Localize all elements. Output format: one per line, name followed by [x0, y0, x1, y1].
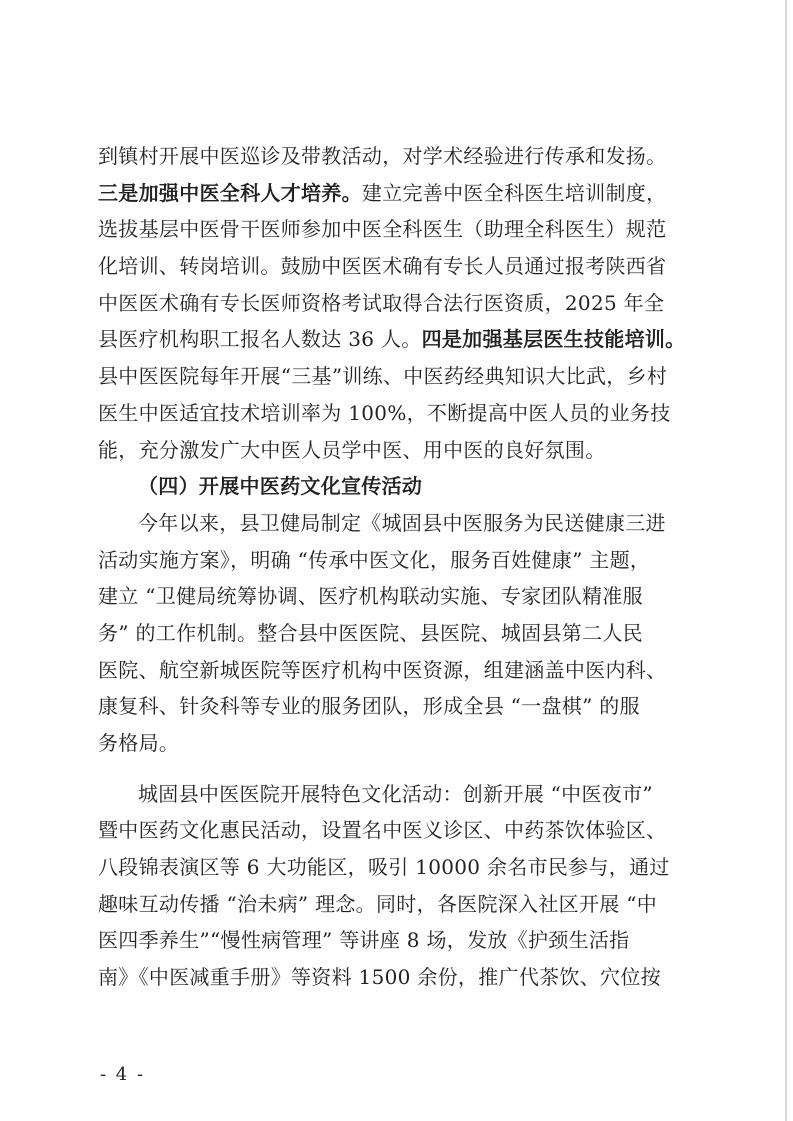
- text-line: 暨中医药文化惠民活动，设置名中医义诊区、中药茶饮体验区、: [98, 818, 667, 843]
- text-line: 到镇村开展中医巡诊及带教活动，对学术经验进行传承和发扬。: [98, 144, 667, 168]
- text-line: [98, 321, 690, 358]
- text-segment: 县医疗机构职工报名人数达 36 人。: [98, 327, 422, 352]
- section-heading: （四）开展中医药文化宣传活动: [138, 474, 423, 499]
- text-segment: 建立完善中医全科医生培训制度，: [361, 180, 667, 205]
- paragraph-talent-training: [98, 138, 690, 468]
- text-line: 务格局。: [98, 731, 180, 755]
- text-line: 八段锦表演区等 6 大功能区，吸引 10000 余名市民参与，通过: [98, 855, 670, 880]
- text-line: 医院、航空新城医院等医疗机构中医资源，组建涵盖中医内科、: [98, 657, 667, 682]
- text-line: 城固县中医医院开展特色文化活动：创新开展 “中医夜市”: [138, 781, 653, 806]
- text-line: 中医医术确有专长医师资格考试取得合法行医资质，2025 年全: [98, 290, 665, 315]
- text-line: 活动实施方案》，明确 “传承中医文化，服务百姓健康” 主题，: [98, 547, 651, 572]
- text-line: 医生中医适宜技术培训率为 100%，不断提高中医人员的业务技: [98, 400, 671, 425]
- text-line: [98, 175, 690, 212]
- page-edge-line: [785, 0, 787, 1121]
- text-line: 今年以来，县卫健局制定《城固县中医服务为民送健康三进: [138, 510, 666, 535]
- bold-point-four: 四是加强基层医生技能培训。: [421, 327, 686, 352]
- text-line: 县中医医院每年开展“三基”训练、中医药经典知识大比武，乡村: [98, 364, 668, 389]
- text-line: 建立 “卫健局统筹协调、医疗机构联动实施、专家团队精准服: [98, 584, 643, 609]
- paragraph-gap: [98, 762, 690, 776]
- text-line: 趣味互动传播 “治未病” 理念。同时，各医院深入社区开展 “中: [98, 891, 658, 916]
- text-line: 务” 的工作机制。整合县中医医院、县医院、城固县第二人民: [98, 620, 643, 645]
- page-number: - 4 -: [100, 1064, 146, 1085]
- text-line: 医四季养生”“慢性病管理” 等讲座 8 场，发放《护颈生活指: [98, 928, 630, 953]
- text-line: 化培训、转岗培训。鼓励中医医术确有专长人员通过报考陕西省: [98, 254, 667, 279]
- document-body: [98, 138, 690, 996]
- text-line: 能，充分激发广大中医人员学中医、用中医的良好氛围。: [98, 437, 606, 462]
- text-line: 南》《中医减重手册》等资料 1500 余份，推广代茶饮、穴位按: [98, 965, 661, 990]
- paragraph-cultural-activities: [98, 776, 690, 996]
- paragraph-culture-promotion: [98, 505, 690, 762]
- text-line: 康复科、针灸科等专业的服务团队，形成全县 “一盘棋” 的服: [98, 694, 640, 719]
- text-line: 选拔基层中医骨干医师参加中医全科医生（助理全科医生）规范: [98, 217, 667, 242]
- bold-point-three: 三是加强中医全科人才培养。: [98, 180, 362, 205]
